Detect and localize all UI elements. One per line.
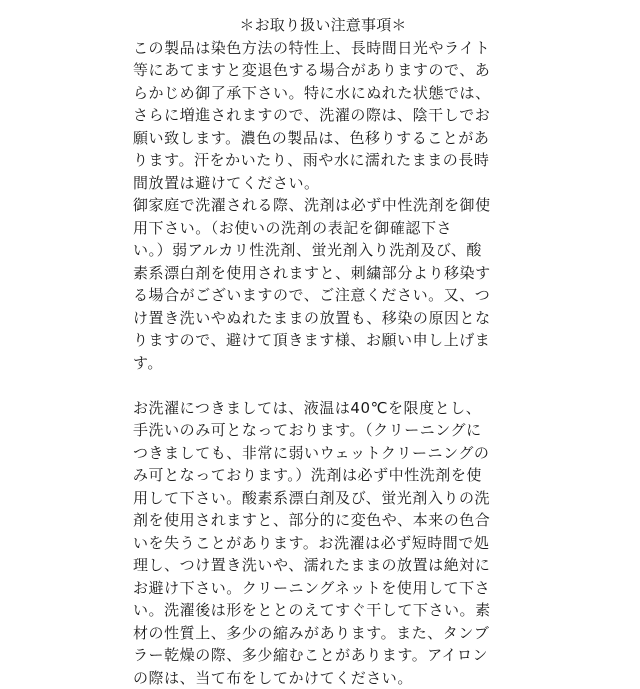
text-line: 理し、つけ置き洗いや、濡れたままの放置は絶対に	[133, 554, 513, 577]
text-line: 素系漂白剤を使用されますと、刺繍部分より移染す	[133, 262, 513, 285]
text-line: この製品は染色方法の特性上、長時間日光やライト	[133, 37, 513, 60]
text-line: りますので、避けて頂きます様、お願い申し上げま	[133, 329, 513, 352]
text-line: 用下さい。（お使いの洗剤の表記を御確認下さ	[133, 217, 513, 240]
text-line: い。）弱アルカリ性洗剤、蛍光剤入り洗剤及び、酸	[133, 239, 513, 262]
text-line: さらに増進されますので、洗濯の際は、陰干しでお	[133, 104, 513, 127]
section-dye-and-washing-caution	[133, 37, 513, 375]
text-line: 剤を使用されますと、部分的に変色や、本来の色合	[133, 509, 513, 532]
text-line: 材の性質上、多少の縮みがあります。また、タンブ	[133, 622, 513, 645]
text-line: み可となっております。）洗剤は必ず中性洗剤を使	[133, 464, 513, 487]
text-line: 用して下さい。酸素系漂白剤及び、蛍光剤入りの洗	[133, 487, 513, 510]
paragraph-gap	[133, 374, 513, 397]
text-line: 等にあてますと変退色する場合がありますので、あ	[133, 59, 513, 82]
text-line: ラー乾燥の際、多少縮むことがあります。アイロン	[133, 644, 513, 667]
text-line: 願い致します。濃色の製品は、色移りすることがあ	[133, 127, 513, 150]
text-line: ります。汗をかいたり、雨や水に濡れたままの長時	[133, 149, 513, 172]
text-line: 御家庭で洗濯される際、洗剤は必ず中性洗剤を御使	[133, 194, 513, 217]
notice-title: ＊お取り扱い注意事項＊	[133, 14, 513, 37]
text-line: け置き洗いやぬれたままの放置も、移染の原因とな	[133, 307, 513, 330]
section-laundry-instructions	[133, 397, 513, 689]
text-line: い。洗濯後は形をととのえてすぐ干して下さい。素	[133, 599, 513, 622]
text-line: お避け下さい。クリーニングネットを使用して下さ	[133, 577, 513, 600]
text-line: の際は、当て布をしてかけてください。	[133, 667, 513, 689]
text-line: す。	[133, 352, 513, 375]
text-line: 間放置は避けてください。	[133, 172, 513, 195]
text-line: いを失うことがあります。お洗濯は必ず短時間で処	[133, 532, 513, 555]
text-line: らかじめ御了承下さい。特に水にぬれた状態では、	[133, 82, 513, 105]
text-line: る場合がございますので、ご注意ください。又、つ	[133, 284, 513, 307]
text-line: 手洗いのみ可となっております。（クリーニングに	[133, 419, 513, 442]
text-line: つきましても、非常に弱いウェットクリーニングの	[133, 442, 513, 465]
text-line: お洗濯につきましては、液温は40℃を限度とし、	[133, 397, 513, 420]
care-notice-text	[133, 14, 513, 689]
